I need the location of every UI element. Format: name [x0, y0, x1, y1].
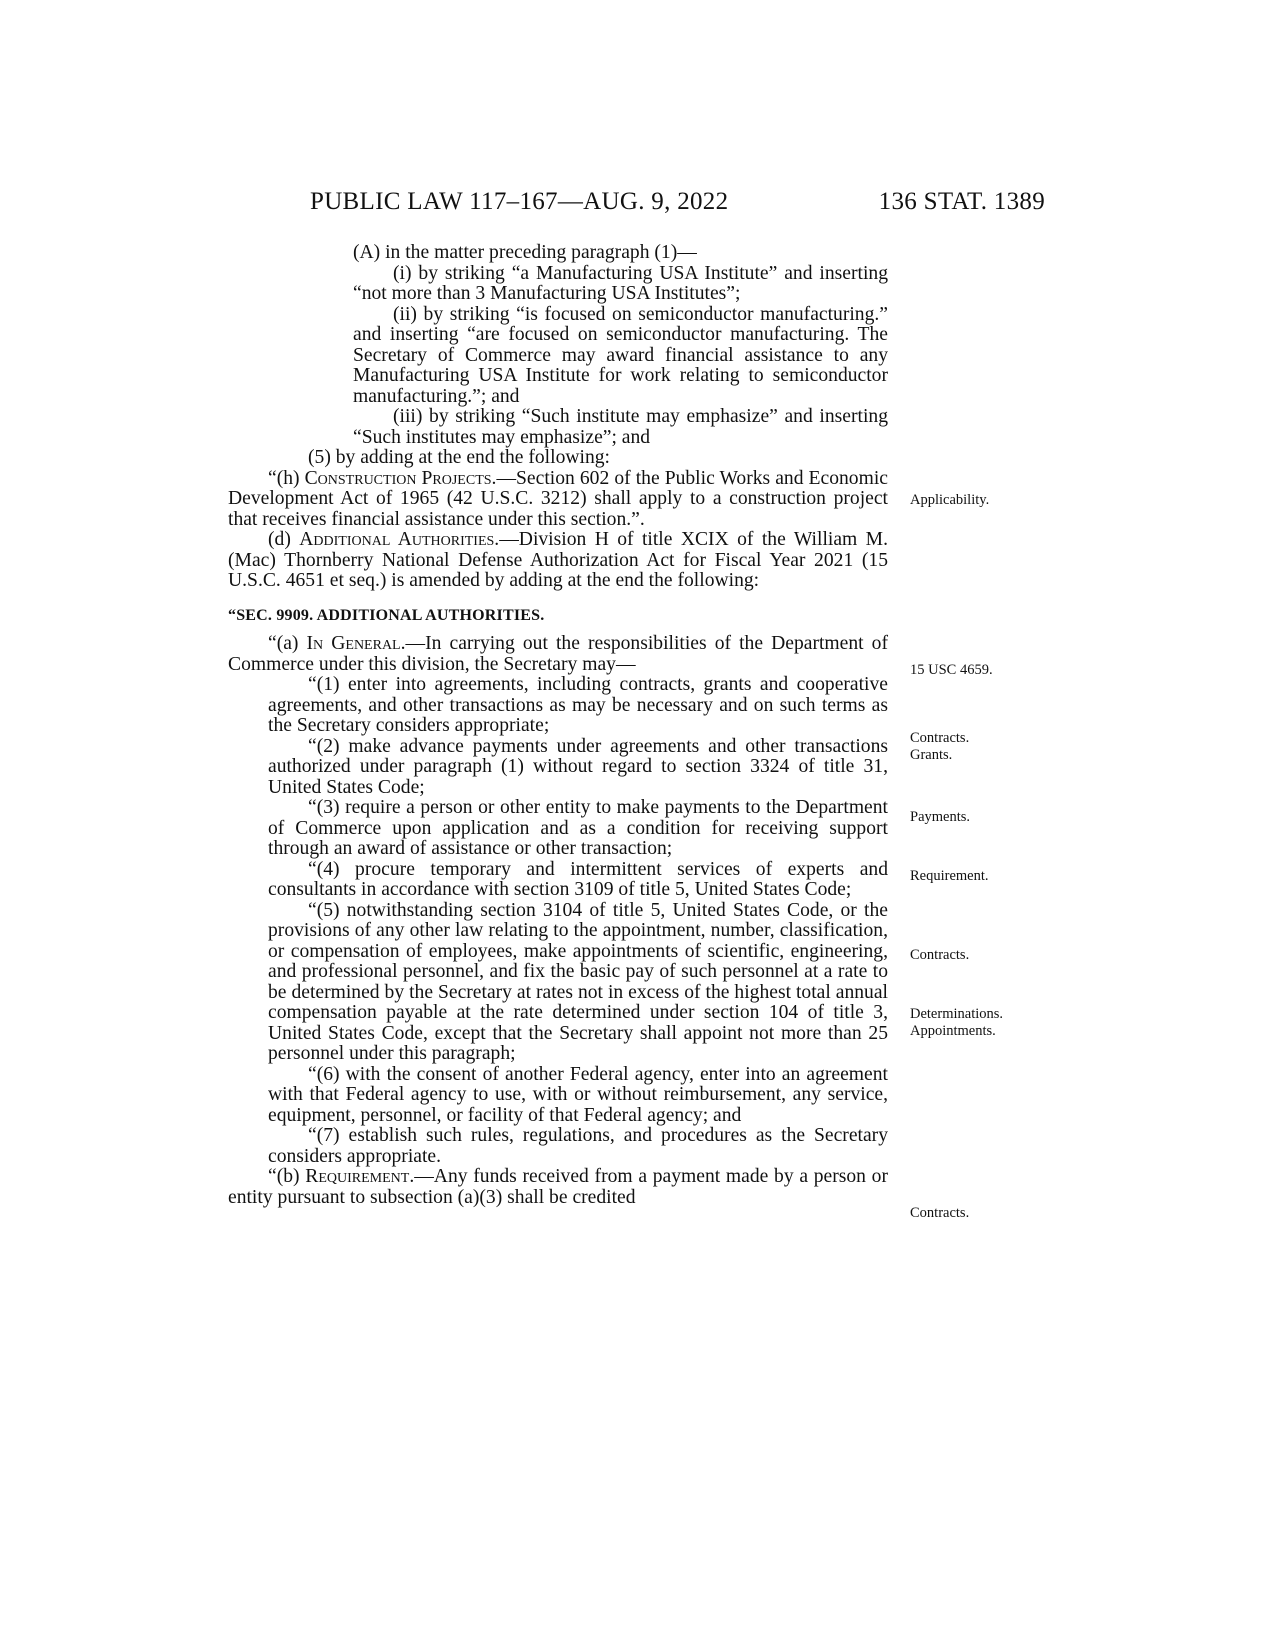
heading-construction-projects: Construction Projects — [304, 467, 492, 489]
subsection-b: “(b) Requirement.—Any funds received from a payment made by a person or entity pursuant to subsection (a)(3) shall be credited — [228, 1166, 888, 1208]
clause-ii: (ii) by striking “is focused on semiconductor manufacturing.” and inserting “are focused on semiconductor manufacturing. The Secretary of Commerce may award financial assistance to any Manufacturing USA Institute for work relating to semiconductor manufacturing.”; and — [353, 303, 888, 407]
public-law-citation: PUBLIC LAW 117–167—AUG. 9, 2022 — [310, 188, 729, 215]
margin-note-requirement: Requirement. — [910, 868, 989, 884]
margin-note-payments: Payments. — [910, 809, 971, 825]
subsection-d: (d) Additional Authorities.—Division H of title XCIX of the William M. (Mac) Thornberry National Defense Authorization Act for Fiscal Year 2021 (15 U.S.C. 4651 et seq.) is amended by adding at the end the following: — [228, 529, 888, 591]
document-body — [228, 243, 888, 1208]
clause-i: (i) by striking “a Manufacturing USA Institute” and inserting “not more than 3 Manufacturing USA Institutes”; — [353, 262, 888, 304]
paragraph-2: “(2) make advance payments under agreements and other transactions authorized under paragraph (1) without regard to section 3324 of title 31, United States Code; — [268, 735, 888, 798]
heading-in-general: In General — [306, 633, 401, 654]
paragraph-5: (5) by adding at the end the following: — [308, 447, 611, 468]
margin-note-determinations: Determinations. — [910, 1006, 1004, 1022]
section-heading: “SEC. 9909. ADDITIONAL AUTHORITIES. — [228, 606, 545, 624]
clause-iii: (iii) by striking “Such institute may emphasize” and inserting “Such institutes may emphasize”; and — [353, 406, 888, 448]
margin-note-contracts: Contracts. — [910, 730, 970, 746]
margin-note-contracts-3: Contracts. — [910, 1205, 970, 1221]
statute-page-number: 136 STAT. 1389 — [878, 188, 1045, 215]
margin-note-usc: 15 USC 4659. — [910, 662, 993, 678]
margin-note-appointments: Appointments. — [910, 1023, 996, 1039]
heading-requirement: Requirement — [305, 1166, 410, 1187]
margin-note-grants: Grants. — [910, 747, 953, 763]
paragraph-3: “(3) require a person or other entity to make payments to the Department of Commerce upon application and as a condition for receiving support through an award of assistance or other transaction; — [268, 797, 888, 859]
paragraph-1: “(1) enter into agreements, including contracts, grants and cooperative agreements, and other transactions as may be necessary and on such terms as the Secretary considers appropriate; — [268, 674, 888, 736]
paragraph-4: “(4) procure temporary and intermittent services of experts and consultants in accordance with section 3109 of title 5, United States Code; — [268, 858, 888, 900]
margin-note-applicability: Applicability. — [910, 492, 990, 508]
paragraph-6: “(6) with the consent of another Federal agency, enter into an agreement with that Federal agency to use, with or without reimbursement, any service, equipment, personnel, or facility of that Federal agency; and — [268, 1063, 888, 1126]
subsection-a: “(a) In General.—In carrying out the responsibilities of the Department of Commerce under this division, the Secretary may— — [228, 633, 888, 675]
paragraph-7: “(7) establish such rules, regulations, and procedures as the Secretary considers appropriate. — [268, 1125, 888, 1167]
paragraph-A: (A) in the matter preceding paragraph (1)— — [353, 242, 697, 263]
page-header — [225, 188, 1045, 228]
paragraph-5-appointments: “(5) notwithstanding section 3104 of title 5, United States Code, or the provisions of any other law relating to the appointment, number, classification, or compensation of employees, make appointments of scientific, engineering, and professional personnel, and fix the basic pay of such personnel at a rate to be determined by the Secretary at rates not in excess of the highest total annual compensation payable at the rate determined under section 104 of title 3, United States Code, except that the Secretary shall appoint not more than 25 personnel under this paragraph; — [268, 899, 888, 1064]
subsection-h: “(h) Construction Projects.—Section 602 of the Public Works and Economic Development Act of 1965 (42 U.S.C. 3212) shall apply to a construction project that receives financial assistance under this section.”. — [228, 467, 888, 530]
heading-additional-authorities: Additional Authorities — [299, 529, 495, 550]
margin-note-contracts-2: Contracts. — [910, 947, 970, 963]
